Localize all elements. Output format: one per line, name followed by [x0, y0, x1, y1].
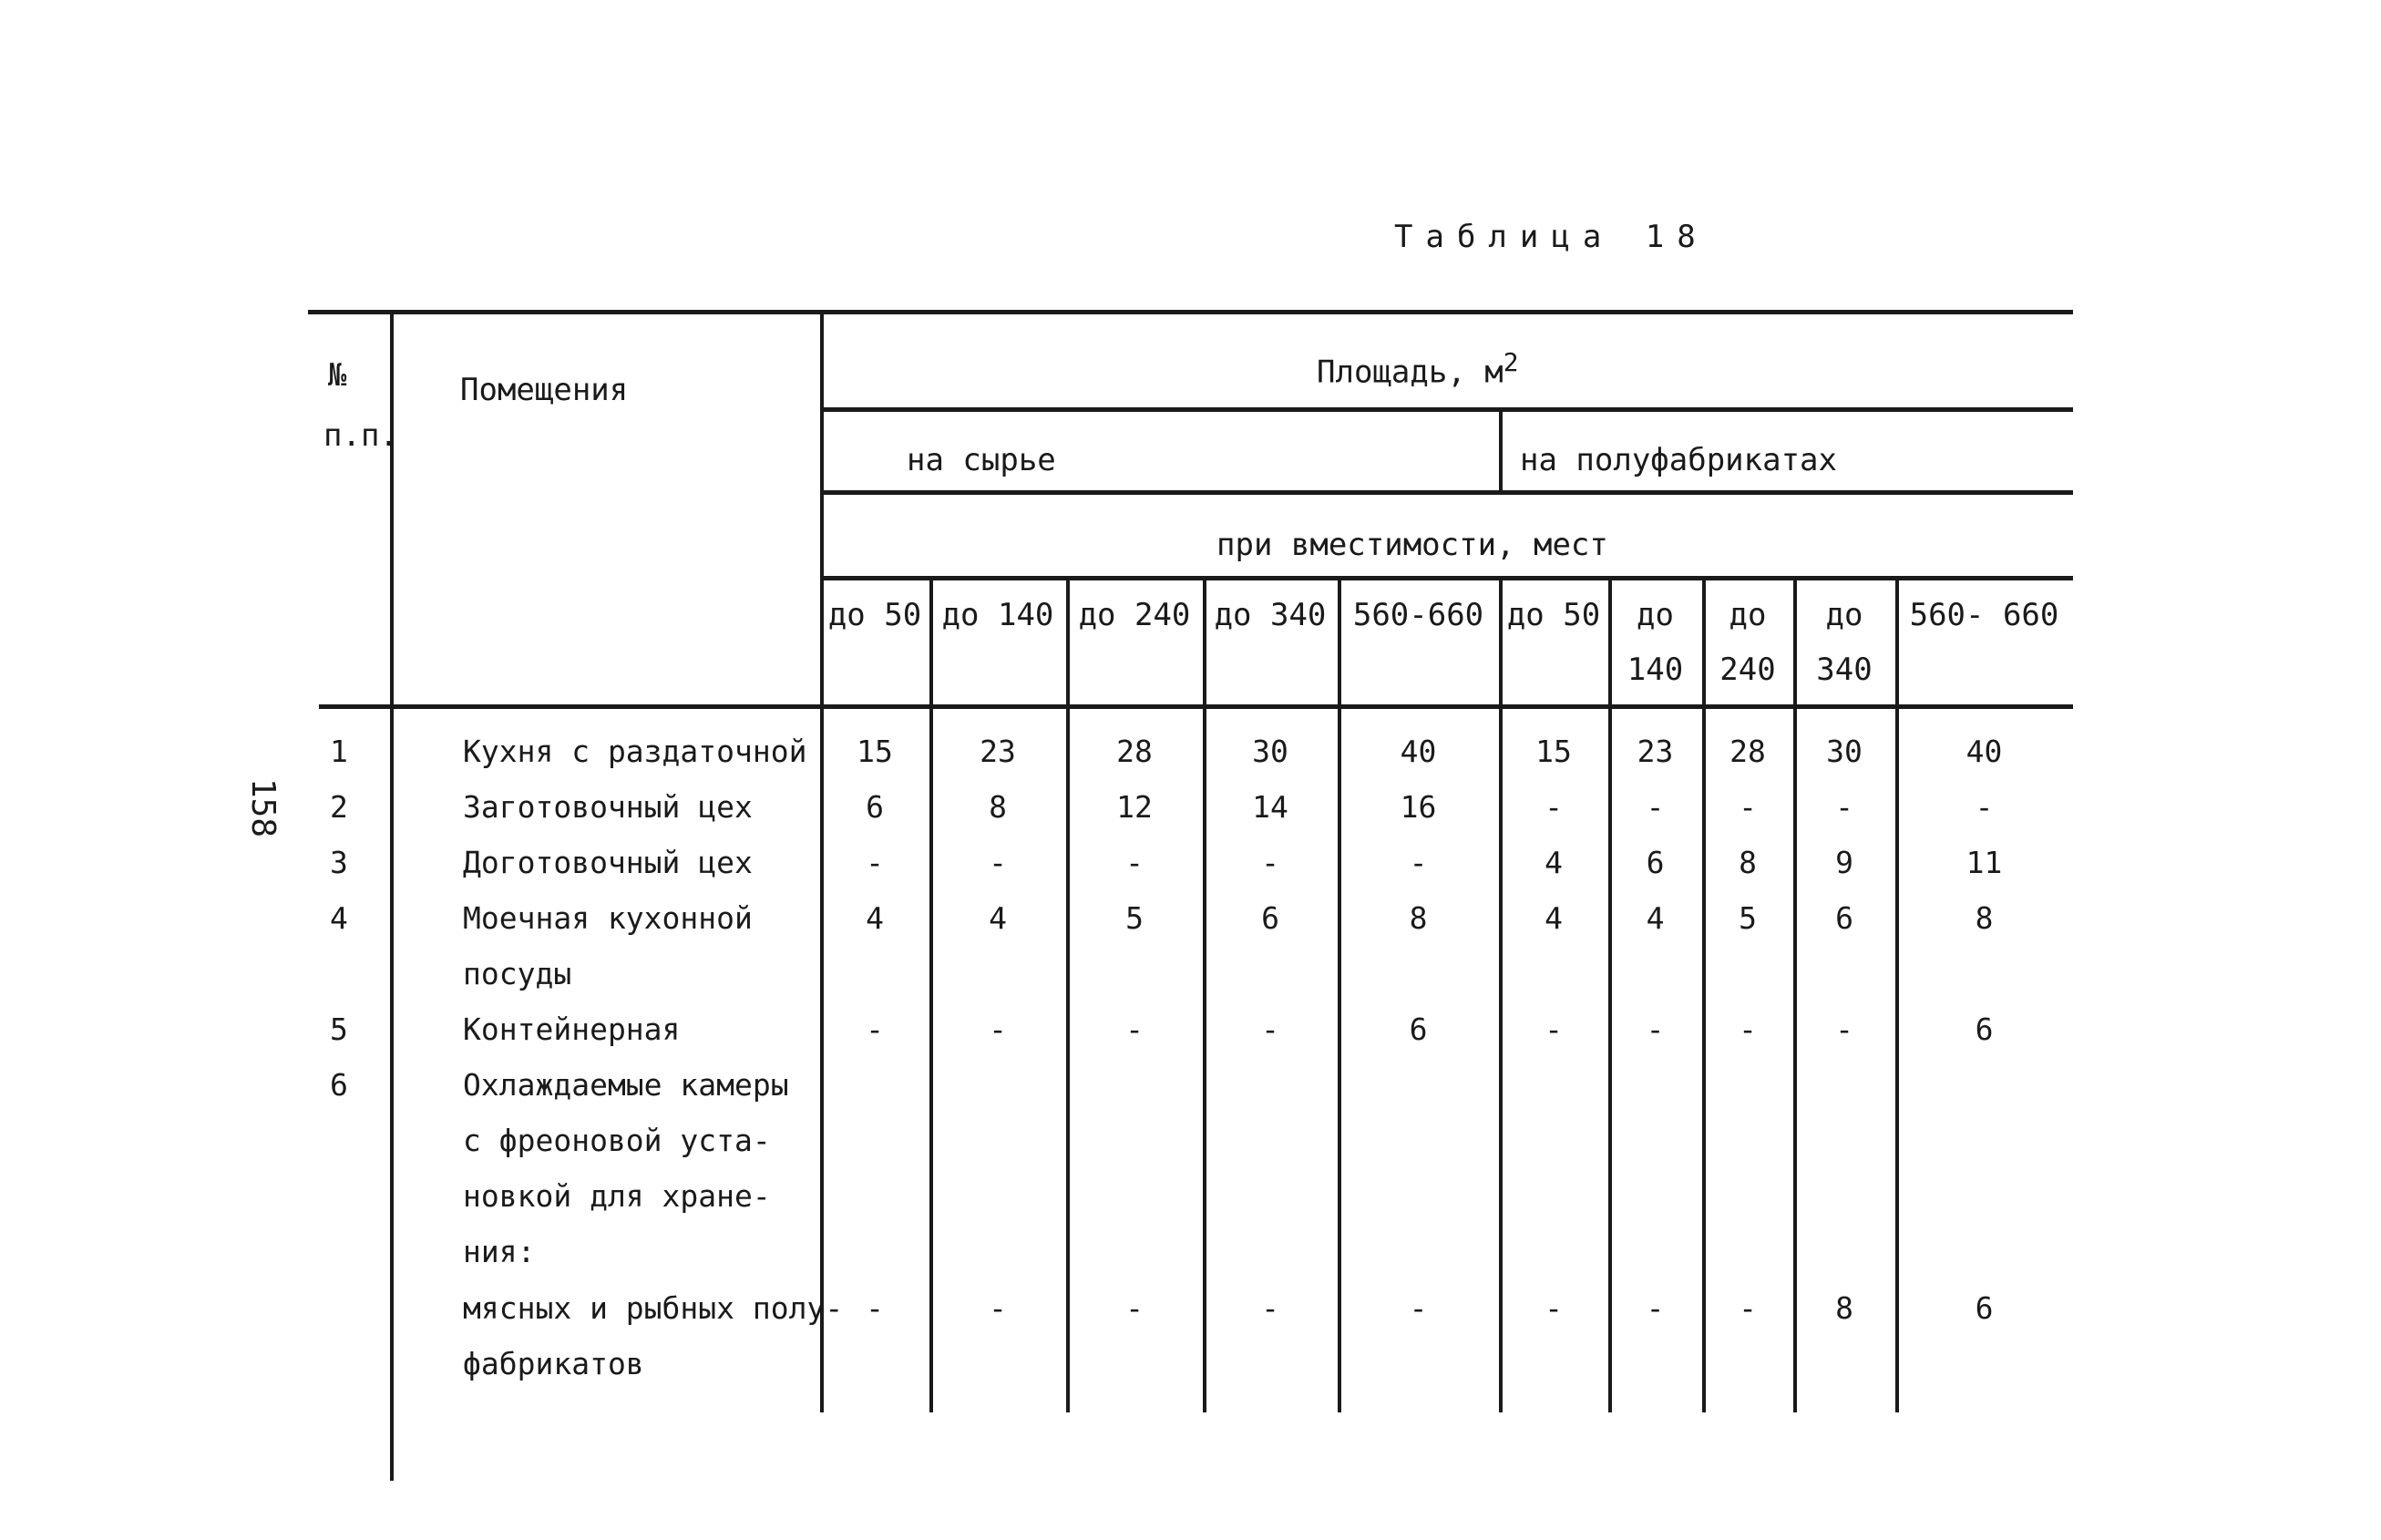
capacity-column-header-line2: 240: [1719, 652, 1776, 688]
area-value: -: [1125, 1290, 1144, 1326]
area-header-rule: [820, 407, 2073, 412]
area-value: -: [1739, 1290, 1757, 1326]
rooms-header: Помещения: [460, 372, 629, 408]
capacity-column-header: 560-660: [1352, 597, 1484, 633]
area-value: 6: [1261, 900, 1279, 936]
number-header-symbol: №: [328, 357, 347, 394]
area-value: 8: [1975, 900, 1994, 936]
capacity-header: при вместимости, мест: [1216, 527, 1608, 563]
capacity-column-header: до 50: [827, 597, 922, 633]
area-value: -: [989, 1011, 1007, 1047]
capacity-column-header: 560- 660: [1909, 597, 2059, 633]
area-value: -: [1545, 1011, 1563, 1047]
capacity-column-header-line2: 140: [1627, 652, 1684, 688]
area-value: 14: [1252, 789, 1288, 825]
area-value: 4: [1646, 900, 1665, 936]
area-value: 40: [1400, 734, 1437, 769]
header-bottom-rule: [319, 704, 2073, 709]
capacity-column-header-line2: 340: [1816, 652, 1873, 688]
area-value: -: [1125, 1011, 1144, 1047]
area-value: -: [1545, 1290, 1563, 1326]
row-number: 6: [330, 1067, 348, 1103]
room-name: Моечная кухонной: [463, 900, 753, 936]
table-caption: Таблица 18: [1394, 219, 1709, 255]
row-number: 5: [330, 1011, 348, 1047]
area-value: -: [1646, 1290, 1665, 1326]
raw-semi-divider: [1499, 407, 1503, 490]
number-header-label: п.п.: [323, 417, 398, 454]
area-value: -: [1646, 789, 1665, 825]
area-value: 28: [1116, 734, 1153, 769]
area-value: 4: [866, 900, 884, 936]
room-name: Кухня с раздаточной: [463, 734, 807, 769]
area-value: 15: [857, 734, 893, 769]
area-value: -: [1835, 789, 1853, 825]
area-value: 15: [1535, 734, 1572, 769]
area-value: -: [1409, 845, 1428, 880]
area-value: 6: [1646, 845, 1665, 880]
area-value: 8: [1835, 1290, 1853, 1326]
row-number: 4: [330, 900, 348, 936]
area-value: -: [1835, 1011, 1853, 1047]
value-column-divider: [1338, 576, 1341, 1412]
area-value: -: [1261, 845, 1279, 880]
area-value: -: [989, 1290, 1007, 1326]
area-value: 16: [1400, 789, 1437, 825]
area-value: 6: [1975, 1290, 1994, 1326]
value-column-divider: [1203, 576, 1206, 1412]
area-value: 23: [1637, 734, 1674, 769]
capacity-column-header: до: [1825, 597, 1863, 633]
value-column-divider: [1499, 576, 1503, 1412]
area-value: -: [1739, 789, 1757, 825]
area-value: 8: [1409, 900, 1428, 936]
area-value: -: [1261, 1290, 1279, 1326]
value-column-divider: [1702, 576, 1706, 1412]
room-name: Охлаждаемые камеры: [463, 1067, 789, 1103]
area-value: 23: [980, 734, 1016, 769]
value-column-divider: [1793, 576, 1797, 1412]
capacity-rule: [820, 576, 2073, 580]
capacity-column-header: до: [1729, 597, 1767, 633]
raw-semi-rule: [820, 490, 2073, 495]
capacity-column-header: до 140: [941, 597, 1054, 633]
area-value: 4: [989, 900, 1007, 936]
room-name: посуды: [463, 956, 572, 991]
area-value: -: [1975, 789, 1994, 825]
area-value: 5: [1739, 900, 1757, 936]
semi-finished-header: на полуфабрикатах: [1520, 442, 1837, 478]
area-value: 4: [1545, 845, 1563, 880]
area-value: -: [1125, 845, 1144, 880]
room-name: ния:: [463, 1234, 536, 1269]
value-column-divider: [929, 576, 933, 1412]
capacity-column-header: до 50: [1506, 597, 1601, 633]
room-name: Заготовочный цех: [463, 789, 753, 825]
area-value: 11: [1965, 845, 2003, 880]
area-value: -: [1261, 1011, 1279, 1047]
row-number: 3: [330, 845, 348, 880]
area-header: Площадь, $м^2$: [1317, 347, 1519, 391]
area-value: -: [1739, 1011, 1757, 1047]
room-name: Доготовочный цех: [463, 845, 753, 880]
table-top-rule: [308, 310, 2073, 314]
area-value: 6: [1975, 1011, 1994, 1047]
area-value: 12: [1116, 789, 1153, 825]
area-value: -: [989, 845, 1007, 880]
area-value: 6: [1409, 1011, 1428, 1047]
value-column-divider: [1895, 576, 1899, 1412]
area-value: 8: [1739, 845, 1757, 880]
area-value: 40: [1965, 734, 2003, 769]
room-name: мясных и рыбных полу-: [463, 1290, 844, 1326]
capacity-column-header: до 240: [1078, 597, 1191, 633]
value-column-divider: [1066, 576, 1070, 1412]
area-value: 6: [866, 789, 884, 825]
area-value: -: [866, 1011, 884, 1047]
area-value: 5: [1125, 900, 1144, 936]
area-value: 30: [1826, 734, 1863, 769]
value-column-divider: [1608, 576, 1612, 1412]
area-value: 9: [1835, 845, 1853, 880]
area-value: -: [866, 845, 884, 880]
area-value: 8: [989, 789, 1007, 825]
area-value: -: [1545, 789, 1563, 825]
area-value: 4: [1545, 900, 1563, 936]
row-number: 2: [330, 789, 348, 825]
area-value: -: [1646, 1011, 1665, 1047]
page-number: 158: [244, 778, 282, 838]
row-number: 1: [330, 734, 348, 769]
area-unit-superscript: 2: [1503, 347, 1519, 377]
capacity-column-header: до 340: [1214, 597, 1327, 633]
room-name: с фреоновой уста-: [463, 1123, 771, 1158]
area-value: -: [1409, 1290, 1428, 1326]
room-name: фабрикатов: [463, 1346, 644, 1381]
area-value: 6: [1835, 900, 1853, 936]
capacity-column-header: до: [1637, 597, 1674, 633]
room-name: новкой для хране-: [463, 1178, 771, 1214]
area-value: 30: [1252, 734, 1288, 769]
area-value: 28: [1729, 734, 1766, 769]
num-column-divider: [390, 310, 394, 1481]
raw-materials-header: на сырье: [907, 442, 1056, 478]
room-name: Контейнерная: [463, 1011, 681, 1047]
area-value: -: [866, 1290, 884, 1326]
